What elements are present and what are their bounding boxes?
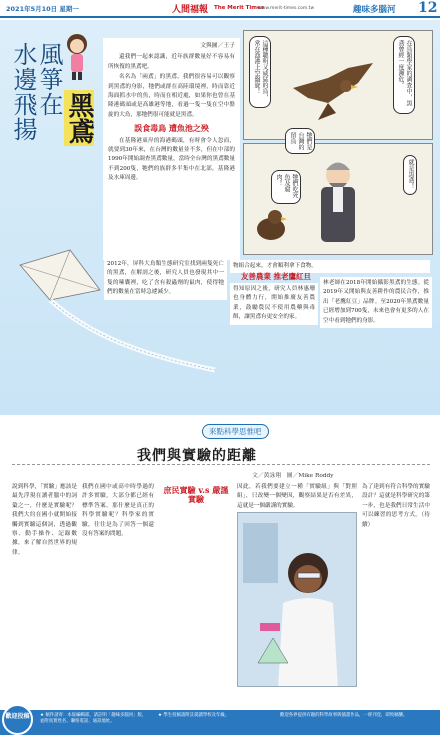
feature-para-3: 在基隆港東岸的海港碼頭，有時會令人忽而，就要到30年來，在台灣的數量並不多，但在中部的1990年開始調查黑鳶數量，當時全台灣的黑鳶數量不到200隻，牠們的族群多半集中在北部，基隆港及水庫周邊。 bbox=[108, 137, 235, 182]
comic-bubble-3: 在鳥類學家的調查中，黑鳶曾經一度瀕危。 bbox=[393, 36, 415, 114]
feature-column-3: 得知原因之後，研究人員林惠珊也身體力行，開始推廣友善農業，鼓勵農民不使用農藥與毒餌，讓黑鳶有更安全的家。 bbox=[230, 283, 318, 325]
scientist-lab-icon bbox=[238, 513, 357, 687]
science-column-3: 因此，若我們要建立一種「實驗組」與「對照組」，只改變一個變因，觀察結果是否有差異，這就是一個嚴謹的實驗。 bbox=[237, 484, 357, 509]
girl-illustration-icon bbox=[62, 30, 92, 82]
black-kite-bird-icon bbox=[288, 58, 378, 128]
title-divider bbox=[12, 464, 430, 465]
feature-column-2: 2012年，屏科大鳥類生態研究室找到兩隻死亡的黑鳶，在解剖之後，研究人員也發現其中一隻的嗉囊裡，吃了含有殺蟲劑的鼠肉，使得牠們的數量在當時急遽減少。 bbox=[104, 258, 227, 300]
newspaper-logo: 人間福報 bbox=[172, 5, 209, 15]
comic-bubble-4: 牠們吃死魚及腐肉！ bbox=[271, 170, 301, 204]
science-subhead: 庶民實驗 v.s 嚴謹實驗 bbox=[163, 485, 229, 505]
newspaper-logo-en: The Merit Times bbox=[214, 5, 265, 11]
feature-subhead-2: 友善農業 推老鷹紅旦 bbox=[240, 272, 312, 281]
issue-date: 2021年5月10日 星期一 bbox=[6, 5, 79, 13]
feature-subhead-1: 誤食毒鳥 遭魚池之殃 bbox=[134, 123, 209, 134]
science-byline: 文／黃詠翔 圖／Mike Roddy bbox=[252, 473, 334, 479]
page-header bbox=[0, 0, 440, 18]
feature-column-4: 林老師在2018年開始攝影黑鳶的生態。從2019年又開始與友善耕作的農民合作，推出「老鷹紅豆」品牌。至2020年黑鳶數量已經增加到700隻，未來也會有更多的人在空中看到牠們的身影。 bbox=[320, 277, 432, 328]
small-bird-icon bbox=[251, 205, 291, 245]
comic-bubble-1: 這種聰明又威猛的鳥，常在漁港上空盤旋！ bbox=[249, 36, 271, 108]
comic-strip bbox=[243, 30, 433, 255]
website-url: www.merit-times.com.tw bbox=[258, 6, 315, 11]
feature-para-2: 名名為「兩鳶」的黑鳶，我們很容易可以觀察到黑鳶的身影，牠們或群在高陸環境裡，時而靠近海面抓水中的魚，時而在相近處，如果你也曾在基隆港碼頭或是高雄港等地，看過一隻一隻在空中盤旋的大鳥，那牠們很可能就是黑鳶。 bbox=[108, 74, 235, 118]
feature-byline: 文與圖／王子 bbox=[200, 43, 235, 49]
page-number: 12 bbox=[418, 0, 438, 16]
feature-title-highlight: 黑鳶 bbox=[64, 92, 94, 144]
footer-note-2: ★ 學生投稿請附註就讀學校及年級。 bbox=[158, 713, 230, 718]
feature-title-part1: 風箏在 bbox=[35, 42, 63, 117]
feature-article bbox=[103, 38, 240, 260]
section-title: 趣味多腦河 bbox=[353, 5, 396, 15]
feature-column-3-top: 物組合起來，才會順利拿下食物。 bbox=[230, 260, 430, 273]
science-column-2: 我們在國中或高中時學過的許多實驗，大部分都已經有標準答案。那什麼是真正的科學實驗呢？科學家的實驗，往往是為了回答一個還沒有答案的問題。 bbox=[82, 484, 154, 538]
science-column-4: 為了達到有符合科學的實驗設計？這就是科學研究的第一步，也是我們日常生活中可以練習的思考方式。（待續） bbox=[362, 484, 430, 528]
footer-note-1: ★ 稿件請寄：本報編輯部，請註明「趣味多腦河」版，並附真實姓名、聯絡電話、通訊地址。 bbox=[40, 713, 147, 725]
feature-para-1: 還我們一起來認識，近年族群數量好不容易有所恢復的黑鳶吧。 bbox=[108, 54, 235, 70]
science-column-2b bbox=[160, 483, 232, 508]
feature-title-part2: 水邊飛揚 bbox=[9, 42, 37, 142]
science-column-1: 說到科學，「實驗」應該是最先浮現在讀者腦中的詞彙之一，什麼是實驗呢？我們大約在國小就開始接觸到實驗這個詞，透過觀察、動手操作、記錄數據，來了解自然世界的規律。 bbox=[12, 484, 77, 556]
comic-bubble-2: 牠們是台灣的留鳥 bbox=[285, 128, 315, 154]
science-tag: 來點科學思惟吧 bbox=[202, 424, 269, 439]
footer-note-3: 歡迎各界提供有趣的科學故事與插畫作品，一經刊登，即致稿酬。 bbox=[280, 713, 408, 718]
science-title: 我們與實驗的距離 bbox=[137, 448, 257, 464]
scientist-icon bbox=[303, 155, 373, 250]
submission-badge: 歡迎投稿 bbox=[2, 704, 33, 735]
comic-bubble-5: 就是黑鳶！ bbox=[403, 155, 417, 195]
lab-illustration bbox=[237, 512, 357, 687]
